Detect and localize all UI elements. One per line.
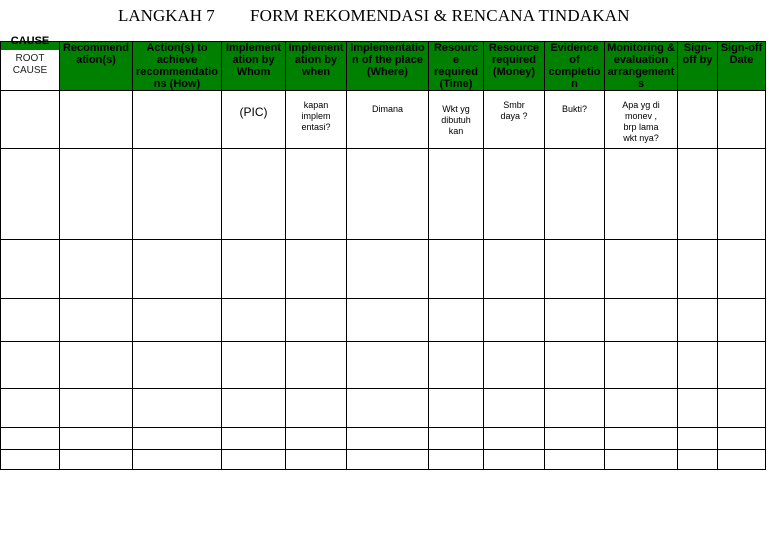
table-cell[interactable] [347, 342, 429, 389]
table-cell[interactable] [60, 389, 133, 428]
header-actions-how: Action(s) to achieve recommendatio ns (How) [133, 42, 222, 91]
table-cell[interactable] [429, 389, 484, 428]
table-cell[interactable] [429, 428, 484, 450]
header-row [1, 42, 766, 91]
table-cell[interactable] [222, 389, 286, 428]
header-implementation-when: Implement ation by when [286, 42, 347, 91]
table-row [1, 428, 766, 450]
table-cell[interactable]: Smbr daya ? [484, 91, 545, 149]
table-cell[interactable]: kapan implem entasi? [286, 91, 347, 149]
table-cell[interactable] [678, 91, 718, 149]
header-sign-off-date: Sign-off Date [718, 42, 766, 91]
table-cell[interactable] [545, 450, 605, 470]
table-cell[interactable] [60, 149, 133, 240]
table-cell[interactable] [1, 240, 60, 299]
table-cell[interactable] [347, 428, 429, 450]
table-cell[interactable] [1, 450, 60, 470]
table-cell[interactable] [60, 240, 133, 299]
action-plan-table [0, 35, 766, 470]
table-cell[interactable] [545, 240, 605, 299]
table-cell[interactable]: Wkt yg dibutuh kan [429, 91, 484, 149]
header-implementation-whom: Implement ation by Whom [222, 42, 286, 91]
table-cell[interactable] [718, 91, 766, 149]
table-row [1, 389, 766, 428]
step-label: LANGKAH 7 [118, 6, 215, 25]
table-cell[interactable] [678, 240, 718, 299]
table-cell[interactable] [484, 342, 545, 389]
table-cell[interactable] [718, 149, 766, 240]
table-cell[interactable] [1, 149, 60, 240]
table-cell[interactable] [484, 450, 545, 470]
table-row [1, 91, 766, 149]
table-cell[interactable] [347, 240, 429, 299]
header-cause: CAUSE ROOT CAUSE [1, 42, 60, 91]
table-cell[interactable] [286, 149, 347, 240]
table-cell[interactable] [429, 299, 484, 342]
table-cell[interactable] [605, 428, 678, 450]
table-cell[interactable] [133, 389, 222, 428]
table-cell[interactable] [545, 342, 605, 389]
table-cell[interactable] [718, 428, 766, 450]
table-cell[interactable] [347, 450, 429, 470]
table-cell[interactable]: (PIC) [222, 91, 286, 149]
form-title: FORM REKOMENDASI & RENCANA TINDAKAN [250, 6, 630, 25]
table-cell[interactable] [347, 299, 429, 342]
table-cell[interactable] [286, 450, 347, 470]
table-cell[interactable]: Apa yg di monev , brp lama wkt nya? [605, 91, 678, 149]
table-row [1, 342, 766, 389]
table-cell[interactable] [60, 91, 133, 149]
table-cell[interactable] [605, 299, 678, 342]
table-cell[interactable] [286, 240, 347, 299]
table-cell[interactable] [222, 450, 286, 470]
table-cell[interactable] [60, 342, 133, 389]
table-cell[interactable] [718, 342, 766, 389]
table-cell[interactable] [678, 389, 718, 428]
header-sign-off-by: Sign- off by [678, 42, 718, 91]
table-cell[interactable] [484, 428, 545, 450]
table-cell[interactable] [133, 342, 222, 389]
table-cell[interactable] [286, 389, 347, 428]
table-cell[interactable] [484, 240, 545, 299]
table-cell[interactable] [222, 342, 286, 389]
header-evidence: Evidence of completio n [545, 42, 605, 91]
table-cell[interactable] [678, 149, 718, 240]
table-cell[interactable] [545, 299, 605, 342]
table-cell[interactable] [678, 450, 718, 470]
table-row [1, 450, 766, 470]
table-cell[interactable] [1, 389, 60, 428]
root-cause-label: ROOT CAUSE [1, 50, 59, 90]
table-cell[interactable] [1, 342, 60, 389]
table-cell[interactable] [286, 299, 347, 342]
table-cell[interactable] [347, 389, 429, 428]
table-cell[interactable] [429, 240, 484, 299]
table-cell[interactable] [605, 342, 678, 389]
table-row [1, 299, 766, 342]
table-cell[interactable] [222, 428, 286, 450]
table-cell[interactable] [545, 389, 605, 428]
table-cell[interactable] [133, 240, 222, 299]
table-row [1, 240, 766, 299]
header-resource-money: Resource required (Money) [484, 42, 545, 91]
table-cell[interactable] [605, 149, 678, 240]
header-resource-time: Resourc e required (Time) [429, 42, 484, 91]
table-cell[interactable] [678, 299, 718, 342]
table-cell[interactable] [605, 450, 678, 470]
table-cell[interactable] [718, 240, 766, 299]
table-cell[interactable] [133, 450, 222, 470]
table-cell[interactable]: Bukti? [545, 91, 605, 149]
table-cell[interactable] [347, 149, 429, 240]
table-cell[interactable] [484, 389, 545, 428]
table-cell[interactable] [133, 299, 222, 342]
table-cell[interactable] [484, 149, 545, 240]
table-cell[interactable] [718, 450, 766, 470]
table-cell[interactable]: Dimana [347, 91, 429, 149]
table-cell[interactable] [60, 450, 133, 470]
table-cell[interactable] [286, 342, 347, 389]
table-cell[interactable] [678, 342, 718, 389]
table-cell[interactable] [718, 299, 766, 342]
table-cell[interactable] [429, 450, 484, 470]
table-cell[interactable] [1, 428, 60, 450]
table-cell[interactable] [429, 342, 484, 389]
table-cell[interactable] [605, 389, 678, 428]
table-cell[interactable] [222, 240, 286, 299]
page-title [0, 6, 780, 28]
table-cell[interactable] [222, 149, 286, 240]
table-cell[interactable] [1, 91, 60, 149]
table-cell[interactable] [286, 428, 347, 450]
table-cell[interactable] [545, 149, 605, 240]
table-row [1, 149, 766, 240]
table-cell[interactable] [60, 428, 133, 450]
table-cell[interactable] [678, 428, 718, 450]
header-recommendations: Recommend ation(s) [60, 42, 133, 91]
table-cell[interactable] [718, 389, 766, 428]
table-cell[interactable] [545, 428, 605, 450]
table-cell[interactable] [429, 149, 484, 240]
table-cell[interactable] [133, 149, 222, 240]
table-cell[interactable] [133, 91, 222, 149]
header-monitoring: Monitoring & evaluation arrangement s [605, 42, 678, 91]
table-cell[interactable] [484, 299, 545, 342]
table-cell[interactable] [1, 299, 60, 342]
header-implementation-where: Implementatio n of the place (Where) [347, 42, 429, 91]
table-cell[interactable] [133, 428, 222, 450]
table-cell[interactable] [222, 299, 286, 342]
table-cell[interactable] [60, 299, 133, 342]
table-cell[interactable] [605, 240, 678, 299]
